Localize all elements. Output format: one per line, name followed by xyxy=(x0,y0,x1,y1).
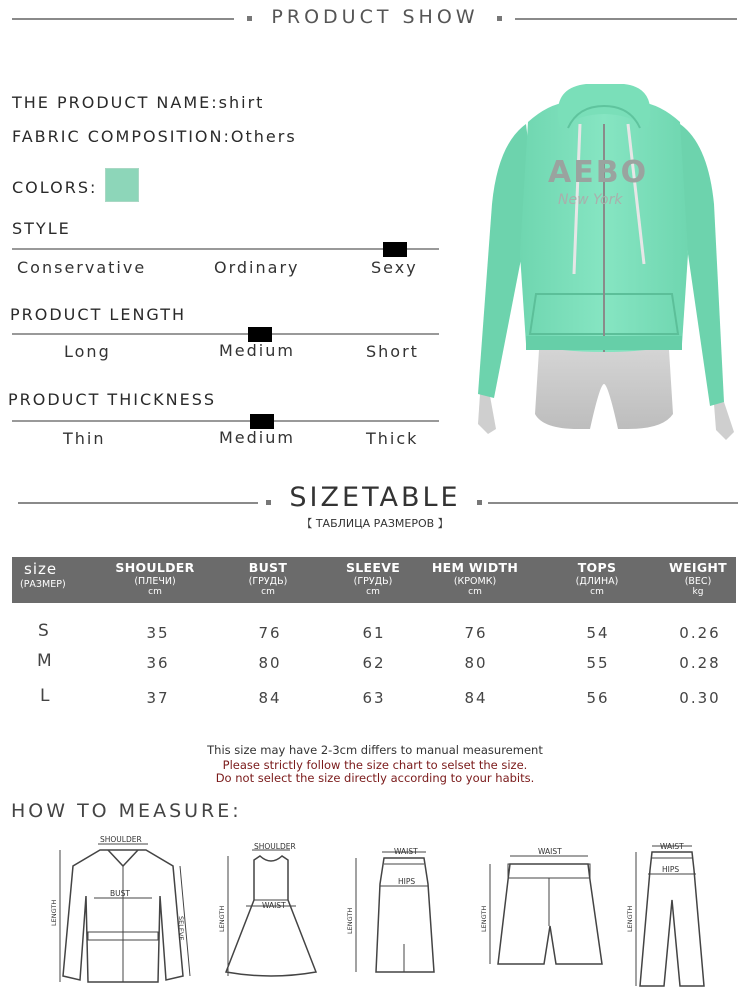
dress-shoulder-label: SHOULDER xyxy=(254,842,296,851)
dress-length-label: LENGTH xyxy=(218,905,226,932)
style-scale-line xyxy=(12,248,439,250)
how-to-measure-title: HOW TO MEASURE: xyxy=(11,800,242,822)
shorts-length-label: LENGTH xyxy=(480,905,488,932)
row-l-hem: 84 xyxy=(464,689,488,707)
style-option-conservative: Conservative xyxy=(17,258,147,277)
row-m-hem: 80 xyxy=(464,654,488,672)
fabric-composition: FABRIC COMPOSITION:Others xyxy=(12,127,297,146)
row-s-hem: 76 xyxy=(464,624,488,642)
style-option-ordinary: Ordinary xyxy=(214,258,300,277)
row-m-tops: 55 xyxy=(586,654,610,672)
row-m-size: M xyxy=(37,651,52,671)
col-weight: WEIGHT (ВЕС) kg xyxy=(668,560,728,597)
row-m-shoulder: 36 xyxy=(146,654,170,672)
col-sleeve: SLEEVE (ГРУДЬ) cm xyxy=(345,560,401,597)
row-m-bust: 80 xyxy=(258,654,282,672)
thickness-option-thick: Thick xyxy=(366,429,419,448)
thickness-label: PRODUCT THICKNESS xyxy=(8,390,216,409)
thickness-option-medium: Medium xyxy=(219,428,295,447)
trousers-waist-label: WAIST xyxy=(660,842,684,851)
sizetable-subtitle: 【 ТАБЛИЦА РАЗМЕРОВ 】 xyxy=(301,517,449,530)
trousers-diagram xyxy=(622,840,722,990)
thickness-option-thin: Thin xyxy=(63,429,106,448)
style-option-sexy: Sexy xyxy=(371,258,418,277)
print-script: New York xyxy=(558,192,623,208)
header-rule-right xyxy=(515,18,737,20)
row-l-bust: 84 xyxy=(258,689,282,707)
length-scale-line xyxy=(12,333,439,335)
row-s-sleeve: 61 xyxy=(362,624,386,642)
col-size: size (РАЗМЕР) xyxy=(20,560,66,590)
jacket-length-label: LENGTH xyxy=(50,899,58,926)
warning-line-1: Please strictly follow the size chart to selset the size. xyxy=(222,758,528,772)
row-s-weight: 0.26 xyxy=(679,624,721,642)
skirt-waist-label: WAIST xyxy=(394,847,418,856)
sizetable-rule-right xyxy=(488,502,738,504)
row-m-weight: 0.28 xyxy=(679,654,721,672)
length-label: PRODUCT LENGTH xyxy=(10,305,187,324)
row-l-sleeve: 63 xyxy=(362,689,386,707)
jacket-bust-label: BUST xyxy=(110,889,130,898)
thickness-scale-line xyxy=(12,420,439,422)
dress-diagram xyxy=(216,842,326,982)
shorts-waist-label: WAIST xyxy=(538,847,562,856)
row-s-shoulder: 35 xyxy=(146,624,170,642)
row-m-sleeve: 62 xyxy=(362,654,386,672)
col-bust: BUST (ГРУДЬ) cm xyxy=(248,560,288,597)
measurement-note: This size may have 2-3cm differs to manual measurement xyxy=(207,743,543,757)
page-title: PRODUCT SHOW xyxy=(271,6,479,28)
col-tops: TOPS (ДЛИНА) cm xyxy=(575,560,619,597)
header-dot-right xyxy=(497,16,502,21)
jacket-shoulder-label: SHOULDER xyxy=(100,836,142,844)
row-s-size: S xyxy=(38,621,49,641)
row-l-size: L xyxy=(40,686,50,706)
trousers-hips-label: HIPS xyxy=(662,865,680,874)
colors-label: COLORS: xyxy=(12,178,98,197)
col-hem-width: HEM WIDTH (КРОМК) cm xyxy=(431,560,519,597)
size-table-header xyxy=(12,557,736,603)
row-l-tops: 56 xyxy=(586,689,610,707)
color-swatch[interactable] xyxy=(105,168,139,202)
jacket-sleeve-label: SELEVE xyxy=(177,916,185,941)
skirt-hips-label: HIPS xyxy=(398,877,416,886)
length-option-medium: Medium xyxy=(219,341,295,360)
row-l-weight: 0.30 xyxy=(679,689,721,707)
length-marker xyxy=(248,327,272,342)
product-photo xyxy=(468,84,740,470)
trousers-length-label: LENGTH xyxy=(626,905,634,932)
row-l-shoulder: 37 xyxy=(146,689,170,707)
style-marker xyxy=(383,242,407,257)
shorts-diagram xyxy=(478,846,618,976)
dress-waist-label: WAIST xyxy=(262,901,286,910)
style-label: STYLE xyxy=(12,219,71,238)
length-option-short: Short xyxy=(366,342,419,361)
row-s-tops: 54 xyxy=(586,624,610,642)
skirt-diagram xyxy=(342,844,452,980)
warning-line-2: Do not select the size directly according to your habits. xyxy=(215,771,535,785)
sizetable-title: SIZETABLE xyxy=(289,482,461,513)
skirt-length-label: LENGTH xyxy=(346,907,354,934)
product-name: THE PRODUCT NAME:shirt xyxy=(12,93,265,112)
row-s-bust: 76 xyxy=(258,624,282,642)
jacket-diagram xyxy=(48,836,198,990)
sizetable-dot-right xyxy=(477,500,482,505)
print-aebo: AEBO xyxy=(548,155,649,190)
thickness-marker xyxy=(250,414,274,429)
col-shoulder: SHOULDER (ПЛЕЧИ) cm xyxy=(115,560,195,597)
length-option-long: Long xyxy=(64,342,111,361)
